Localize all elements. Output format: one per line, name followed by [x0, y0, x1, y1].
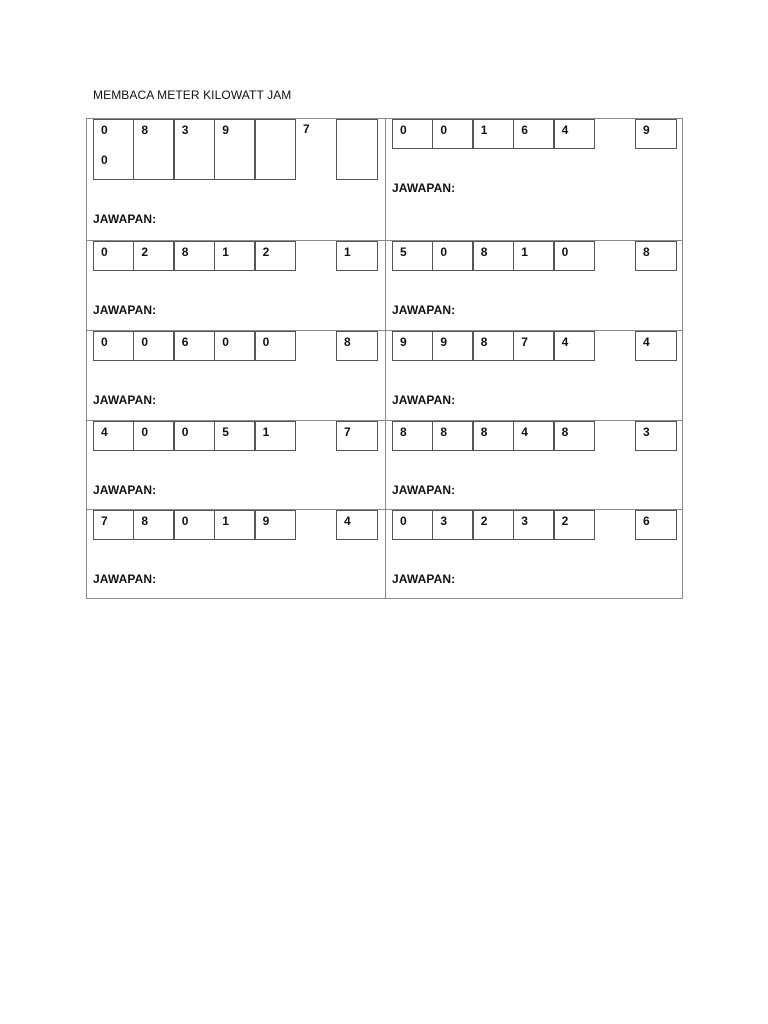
meter-digit: 0	[400, 514, 407, 528]
meter-digit-box	[473, 510, 514, 540]
meter-last-digit-box	[336, 331, 378, 361]
meter-digit-box	[554, 510, 595, 540]
meter-digit-box	[554, 241, 595, 271]
meter-digit: 1	[222, 245, 229, 259]
meter-last-digit-box	[336, 421, 378, 451]
meter-digit: 9	[262, 514, 270, 528]
meter-digit: 0	[222, 335, 229, 349]
meter-digit-box	[214, 241, 255, 271]
meter-cell-8	[385, 420, 682, 509]
meter-digit-box	[513, 421, 554, 451]
meter-digit-box	[432, 331, 473, 361]
answer-label: JAWAPAN:	[392, 393, 456, 407]
meter-digit-box	[255, 241, 296, 271]
meter-digit: 8	[400, 425, 407, 439]
meter-digit: 7	[521, 335, 528, 349]
meter-digit: 0	[262, 335, 270, 349]
meter-digit: 2	[480, 514, 488, 528]
meter-digit-box	[93, 510, 134, 540]
meter-digit: 9	[440, 335, 448, 349]
meter-last-digit: 8	[344, 335, 351, 349]
meter-digit-box	[473, 421, 514, 451]
meter-digit-box	[473, 119, 514, 149]
meter-digit: 2	[141, 245, 149, 259]
meter-digit-box	[214, 510, 255, 540]
meter-last-digit-box	[635, 510, 677, 540]
meter-digit-box	[133, 510, 174, 540]
meter-digit: 8	[480, 425, 488, 439]
meter-last-digit: 4	[643, 335, 650, 349]
meter-digit: 0	[181, 514, 189, 528]
meter-last-digit: 3	[643, 425, 650, 439]
meter-digit-box	[432, 119, 473, 149]
meter-cell-2	[385, 119, 682, 240]
meter-digit: 2	[561, 514, 569, 528]
answer-label: JAWAPAN:	[392, 303, 456, 317]
meter-digit-box	[554, 119, 595, 149]
meter-last-digit: 6	[643, 514, 650, 528]
meter-digit: 1	[262, 425, 270, 439]
meter-digit: 0	[101, 123, 108, 137]
meter-digit: 3	[181, 123, 189, 137]
meter-digit: 8	[480, 245, 488, 259]
meter-digit-box	[432, 241, 473, 271]
answer-label: JAWAPAN:	[93, 572, 157, 586]
meter-last-digit-box	[336, 510, 378, 540]
meter-digit-box	[513, 510, 554, 540]
meter-digit-box	[174, 510, 215, 540]
meter-digit-box	[473, 331, 514, 361]
meter-digit-box	[214, 119, 255, 180]
meter-digit: 0	[400, 123, 407, 137]
meter-digit-box	[133, 421, 174, 451]
meter-digit-box	[255, 421, 296, 451]
meter-last-digit-box	[336, 119, 378, 180]
meter-digit: 0	[141, 425, 149, 439]
meter-cell-6	[385, 330, 682, 420]
meter-last-digit: 8	[643, 245, 650, 259]
meter-digit: 5	[222, 425, 229, 439]
meter-digit: 0	[101, 245, 108, 259]
meter-digit-box	[133, 331, 174, 361]
meter-cell-7	[87, 420, 385, 509]
meter-digit-box	[473, 241, 514, 271]
meter-digit: 8	[181, 245, 189, 259]
answer-label: JAWAPAN:	[392, 181, 456, 195]
answer-label: JAWAPAN:	[93, 212, 157, 226]
meter-digit-box	[255, 510, 296, 540]
meter-digit: 1	[222, 514, 229, 528]
meter-digit-box	[133, 119, 174, 180]
meter-digit-box	[392, 331, 433, 361]
meter-digit-box	[513, 331, 554, 361]
meter-digit-box	[513, 119, 554, 149]
meter-digit-box	[432, 510, 473, 540]
meter-digit: 4	[101, 425, 108, 439]
meter-last-digit: 4	[344, 514, 351, 528]
meter-digit-box	[214, 331, 255, 361]
meter-digit: 1	[480, 123, 488, 137]
meter-digit: 9	[400, 335, 407, 349]
meter-digit: 6	[521, 123, 528, 137]
meter-digit: 8	[141, 123, 149, 137]
meter-digit-box	[392, 510, 433, 540]
meter-digit-box	[392, 421, 433, 451]
meter-cell-1	[87, 119, 385, 240]
meter-digit: 0	[141, 335, 149, 349]
meter-digit-box	[93, 119, 134, 180]
meter-digit-box	[174, 241, 215, 271]
meter-digit: 6	[181, 335, 189, 349]
meter-digit: 3	[440, 514, 448, 528]
meter-loose-digit: 7	[303, 122, 310, 136]
meter-cell-4	[385, 240, 682, 330]
meter-digit: 0	[440, 245, 448, 259]
meter-digit-box	[392, 119, 433, 149]
meter-digit: 4	[561, 123, 569, 137]
meter-digit: 4	[521, 425, 528, 439]
answer-label: JAWAPAN:	[392, 572, 456, 586]
answer-label: JAWAPAN:	[93, 483, 157, 497]
meter-digit-box	[255, 119, 296, 180]
meter-digit: 0	[561, 245, 569, 259]
meter-digit-box	[432, 421, 473, 451]
meter-digit-box	[392, 241, 433, 271]
meter-digit: 1	[521, 245, 528, 259]
answer-label: JAWAPAN:	[392, 483, 456, 497]
meter-last-digit: 9	[643, 123, 650, 137]
meter-digit: 2	[262, 245, 270, 259]
meter-digit-box	[255, 331, 296, 361]
meter-cell-9	[87, 509, 385, 599]
meter-digit: 8	[440, 425, 448, 439]
meter-digit-box	[554, 421, 595, 451]
meter-digit-box	[174, 421, 215, 451]
meter-digit-box	[513, 241, 554, 271]
meter-digit: 0	[440, 123, 448, 137]
answer-label: JAWAPAN:	[93, 303, 157, 317]
meter-last-digit: 1	[344, 245, 351, 259]
answer-label: JAWAPAN:	[93, 393, 157, 407]
meter-reading-grid	[86, 118, 683, 599]
meter-last-digit-box	[635, 241, 677, 271]
meter-last-digit-box	[635, 421, 677, 451]
page-title: MEMBACA METER KILOWATT JAM	[93, 88, 292, 102]
meter-digit: 5	[400, 245, 407, 259]
meter-digit: 8	[141, 514, 149, 528]
meter-digit-box	[214, 421, 255, 451]
meter-last-digit-box	[635, 119, 677, 149]
meter-digit: 4	[561, 335, 569, 349]
meter-last-digit-box	[635, 331, 677, 361]
meter-digit: 0	[101, 335, 108, 349]
meter-digit-box	[554, 331, 595, 361]
meter-digit: 7	[101, 514, 108, 528]
meter-digit: 9	[222, 123, 229, 137]
meter-digit: 3	[521, 514, 528, 528]
meter-digit-box	[93, 421, 134, 451]
meter-digit: 8	[561, 425, 569, 439]
meter-last-digit-box	[336, 241, 378, 271]
meter-digit-box	[174, 119, 215, 180]
meter-digit: 0	[181, 425, 189, 439]
meter-cell-10	[385, 509, 682, 599]
meter-cell-3	[87, 240, 385, 330]
meter-last-digit: 7	[344, 425, 351, 439]
meter-cell-5	[87, 330, 385, 420]
meter-digit-box	[93, 331, 134, 361]
meter-digit: 8	[480, 335, 488, 349]
meter-digit-box	[93, 241, 134, 271]
meter-digit-box	[133, 241, 174, 271]
meter-digit-box	[174, 331, 215, 361]
meter-digit-extra: 0	[101, 153, 108, 167]
